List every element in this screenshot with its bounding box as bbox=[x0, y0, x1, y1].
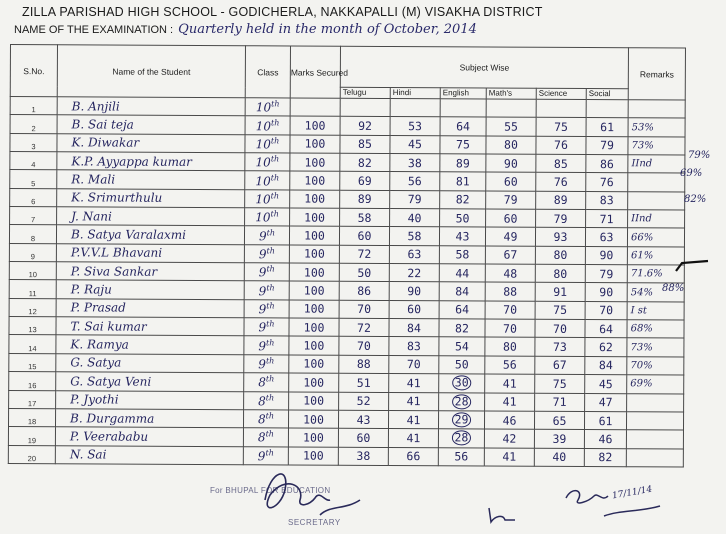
remark bbox=[628, 173, 685, 192]
mark-telugu: 58 bbox=[340, 208, 390, 227]
mark-english bbox=[439, 374, 485, 393]
row-sno: 2 bbox=[10, 115, 57, 134]
mark-telugu: 70 bbox=[339, 337, 389, 356]
class-number: 8 bbox=[258, 393, 266, 409]
student-class: 10th bbox=[245, 208, 290, 227]
mark-science: 67 bbox=[535, 356, 585, 375]
signature-date: 17/11/14 bbox=[611, 484, 653, 502]
mark-social: 84 bbox=[585, 356, 627, 375]
class-number: 9 bbox=[258, 228, 267, 243]
max-marks: 100 bbox=[290, 208, 340, 227]
student-class: 10th bbox=[245, 98, 290, 117]
mark-hindi: 41 bbox=[388, 410, 438, 429]
col-class: Class bbox=[245, 46, 290, 98]
remark: IInd bbox=[628, 155, 685, 174]
mark-social: 71 bbox=[586, 210, 628, 229]
col-social: Social bbox=[586, 89, 628, 100]
mark-english: 54 bbox=[439, 337, 485, 356]
class-number: 10 bbox=[255, 118, 272, 133]
max-marks: 100 bbox=[289, 336, 339, 355]
mark-hindi: 41 bbox=[388, 429, 438, 448]
mark-maths: 80 bbox=[485, 337, 535, 356]
col-english: English bbox=[440, 88, 486, 99]
school-title: ZILLA PARISHAD HIGH SCHOOL - GODICHERLA, NAKKAPALLI (M) VISAKHA DISTRICT bbox=[22, 5, 543, 19]
mark-english: 64 bbox=[439, 301, 485, 320]
row-sno: 3 bbox=[10, 133, 57, 152]
row-sno: 17 bbox=[9, 390, 56, 409]
row-sno: 8 bbox=[9, 225, 56, 244]
mark-telugu: 88 bbox=[339, 355, 389, 374]
mark-social: 63 bbox=[585, 228, 627, 247]
mark-english: 75 bbox=[440, 135, 486, 154]
row-sno: 13 bbox=[9, 317, 56, 336]
max-marks: 100 bbox=[289, 391, 339, 410]
mark-maths: 41 bbox=[484, 448, 534, 467]
row-sno: 18 bbox=[8, 408, 55, 427]
mark-english: 82 bbox=[440, 190, 486, 209]
mark-hindi: 79 bbox=[390, 190, 440, 209]
margin-note: 69% bbox=[680, 168, 703, 179]
row-sno: 4 bbox=[10, 152, 57, 171]
class-number: 9 bbox=[257, 449, 266, 464]
mark-english bbox=[440, 99, 486, 118]
circled-mark: 28 bbox=[452, 394, 472, 409]
mark-science: 91 bbox=[535, 283, 585, 302]
student-name: R. Mali bbox=[57, 170, 245, 189]
mark-maths: 60 bbox=[486, 172, 536, 191]
student-class: 8th bbox=[243, 428, 288, 447]
max-marks: 100 bbox=[288, 428, 338, 447]
mark-social: 90 bbox=[585, 283, 627, 302]
student-name: K.P. Ayyappa kumar bbox=[57, 152, 245, 171]
mark-social: 70 bbox=[585, 301, 627, 320]
mark-telugu: 60 bbox=[338, 428, 388, 447]
max-marks: 100 bbox=[289, 281, 339, 300]
max-marks: 100 bbox=[289, 355, 339, 374]
class-number: 10 bbox=[255, 137, 271, 152]
row-sno: 9 bbox=[9, 243, 56, 262]
mark-hindi: 70 bbox=[389, 355, 439, 374]
col-remarks: Remarks bbox=[628, 48, 685, 100]
max-marks: 100 bbox=[289, 318, 339, 337]
mark-science: 75 bbox=[535, 374, 585, 393]
stamp-top-text: For BHUPAL FOR EDUCATION bbox=[210, 486, 331, 495]
student-class: 10th bbox=[245, 171, 290, 190]
mark-english: 82 bbox=[439, 319, 485, 338]
col-sno: S.No. bbox=[10, 45, 57, 97]
mark-telugu: 38 bbox=[338, 447, 388, 466]
remark: I st bbox=[627, 302, 684, 321]
mark-telugu: 82 bbox=[340, 153, 390, 172]
student-name: P. Prasad bbox=[56, 299, 244, 318]
stamp-bottom-text: SECRETARY bbox=[288, 518, 341, 527]
exam-value: Quarterly held in the month of October, 2014 bbox=[178, 22, 477, 37]
mark-hindi: 38 bbox=[390, 154, 440, 173]
circled-mark: 28 bbox=[451, 431, 471, 446]
student-class: 9th bbox=[244, 263, 289, 282]
col-maths: Math's bbox=[486, 88, 536, 99]
mark-telugu bbox=[340, 98, 390, 117]
mark-english bbox=[438, 411, 484, 430]
mark-social: 79 bbox=[585, 265, 627, 284]
class-number: 9 bbox=[258, 320, 267, 335]
remark: 70% bbox=[627, 357, 684, 376]
mark-telugu: 52 bbox=[339, 392, 389, 411]
signature-headmaster bbox=[560, 480, 670, 530]
mark-telugu: 72 bbox=[339, 245, 389, 264]
class-number: 9 bbox=[258, 302, 267, 317]
student-class: 8th bbox=[244, 373, 289, 392]
mark-social: 47 bbox=[585, 393, 627, 412]
student-name: G. Satya bbox=[56, 354, 244, 373]
mark-english: 84 bbox=[439, 282, 485, 301]
mark-maths: 56 bbox=[485, 356, 535, 375]
mark-science: 89 bbox=[536, 191, 586, 210]
class-number: 9 bbox=[258, 265, 267, 280]
mark-hindi: 84 bbox=[389, 319, 439, 338]
remark bbox=[627, 412, 684, 431]
mark-english bbox=[439, 392, 485, 411]
remark bbox=[627, 393, 684, 412]
mark-telugu: 92 bbox=[340, 117, 390, 136]
row-sno: 20 bbox=[8, 445, 55, 464]
max-marks: 100 bbox=[290, 153, 340, 172]
student-class: 10th bbox=[245, 153, 290, 172]
mark-social bbox=[586, 100, 628, 119]
exam-line bbox=[14, 22, 674, 37]
row-sno: 11 bbox=[9, 280, 56, 299]
mark-hindi: 66 bbox=[388, 447, 438, 466]
max-marks: 100 bbox=[289, 226, 339, 245]
check-arrow-mark bbox=[672, 257, 712, 277]
col-marks: Marks Secured bbox=[290, 46, 340, 98]
mark-hindi: 63 bbox=[389, 245, 439, 264]
remark: IInd bbox=[628, 210, 685, 229]
mark-maths: 46 bbox=[484, 411, 534, 430]
remark bbox=[626, 430, 683, 449]
max-marks: 100 bbox=[290, 171, 340, 190]
row-sno: 15 bbox=[9, 353, 56, 372]
student-class: 9th bbox=[244, 318, 289, 337]
student-name: G. Satya Veni bbox=[56, 372, 244, 391]
mark-maths: 70 bbox=[485, 301, 535, 320]
mark-maths: 79 bbox=[486, 191, 536, 210]
max-marks: 100 bbox=[289, 245, 339, 264]
class-number: 10 bbox=[255, 155, 271, 170]
mark-hindi: 90 bbox=[389, 282, 439, 301]
mark-science: 80 bbox=[535, 264, 585, 283]
mark-science: 75 bbox=[535, 301, 585, 320]
class-number: 9 bbox=[258, 338, 267, 353]
max-marks bbox=[290, 98, 340, 117]
mark-science: 39 bbox=[534, 429, 584, 448]
class-number: 10 bbox=[255, 173, 271, 188]
remark: 54% bbox=[627, 283, 684, 302]
class-number: 9 bbox=[258, 247, 267, 262]
mark-telugu: 60 bbox=[339, 227, 389, 246]
mark-hindi: 83 bbox=[389, 337, 439, 356]
signature-initials bbox=[485, 500, 525, 528]
col-name: Name of the Student bbox=[57, 45, 245, 98]
mark-hindi: 58 bbox=[389, 227, 439, 246]
remark: 69% bbox=[627, 375, 684, 394]
class-number: 10 bbox=[255, 100, 272, 115]
mark-maths: 60 bbox=[486, 209, 536, 228]
remark bbox=[628, 100, 685, 119]
max-marks: 100 bbox=[290, 190, 340, 209]
mark-maths: 42 bbox=[484, 429, 534, 448]
marks-table bbox=[8, 44, 686, 468]
row-sno: 14 bbox=[9, 335, 56, 354]
class-number: 8 bbox=[257, 430, 266, 445]
mark-telugu: 50 bbox=[339, 263, 389, 282]
mark-english: 89 bbox=[440, 154, 486, 173]
margin-note: 82% bbox=[684, 194, 707, 205]
class-number: 8 bbox=[258, 375, 266, 390]
mark-english: 81 bbox=[440, 172, 486, 191]
mark-hindi: 53 bbox=[390, 117, 440, 136]
mark-english: 56 bbox=[438, 447, 484, 466]
mark-telugu: 43 bbox=[338, 410, 388, 429]
student-class: 9th bbox=[244, 226, 289, 245]
student-class: 9th bbox=[244, 336, 289, 355]
row-sno: 5 bbox=[10, 170, 57, 189]
row-sno: 6 bbox=[10, 188, 57, 207]
mark-maths: 41 bbox=[485, 392, 535, 411]
row-sno: 10 bbox=[9, 262, 56, 281]
student-class: 9th bbox=[244, 300, 289, 319]
mark-maths: 49 bbox=[485, 227, 535, 246]
mark-english: 58 bbox=[439, 246, 485, 265]
mark-english bbox=[438, 429, 484, 448]
class-number: 10 bbox=[255, 192, 271, 207]
mark-telugu: 86 bbox=[339, 282, 389, 301]
student-name: P.V.V.L Bhavani bbox=[56, 243, 244, 262]
row-sno: 19 bbox=[8, 427, 55, 446]
mark-hindi: 41 bbox=[389, 392, 439, 411]
signature-secretary bbox=[250, 460, 380, 530]
mark-hindi: 22 bbox=[389, 264, 439, 283]
class-number: 8 bbox=[257, 412, 266, 427]
student-class: 9th bbox=[244, 244, 289, 263]
student-name: T. Sai kumar bbox=[56, 317, 244, 336]
student-class: 10th bbox=[245, 134, 290, 153]
mark-science: 85 bbox=[536, 154, 586, 173]
student-name: J. Nani bbox=[57, 207, 245, 226]
mark-science: 73 bbox=[535, 338, 585, 357]
col-hindi: Hindi bbox=[390, 87, 440, 98]
mark-maths: 55 bbox=[486, 117, 536, 136]
mark-science: 80 bbox=[535, 246, 585, 265]
max-marks: 100 bbox=[289, 373, 339, 392]
max-marks: 100 bbox=[289, 300, 339, 319]
mark-science: 70 bbox=[535, 319, 585, 338]
mark-english: 50 bbox=[439, 356, 485, 375]
row-sno: 1 bbox=[10, 97, 57, 116]
student-rows bbox=[8, 97, 685, 468]
student-name: P. Veerababu bbox=[55, 427, 243, 446]
student-class: 10th bbox=[245, 116, 290, 135]
student-name: K. Diwakar bbox=[57, 133, 245, 152]
mark-english: 50 bbox=[440, 209, 486, 228]
mark-hindi bbox=[390, 98, 440, 117]
col-science: Science bbox=[536, 88, 586, 99]
max-marks: 100 bbox=[288, 410, 338, 429]
student-class: 9th bbox=[244, 355, 289, 374]
mark-science: 76 bbox=[536, 173, 586, 192]
mark-telugu: 51 bbox=[339, 373, 389, 392]
max-marks: 100 bbox=[290, 135, 340, 154]
mark-maths: 70 bbox=[485, 319, 535, 338]
mark-hindi: 60 bbox=[389, 300, 439, 319]
student-name: P. Raju bbox=[56, 280, 244, 299]
student-name: B. Satya Varalaxmi bbox=[56, 225, 244, 244]
mark-maths: 67 bbox=[485, 246, 535, 265]
mark-social: 62 bbox=[585, 338, 627, 357]
mark-hindi: 40 bbox=[390, 209, 440, 228]
student-name: P. Jyothi bbox=[56, 390, 244, 409]
student-class: 10th bbox=[245, 189, 290, 208]
max-marks: 100 bbox=[290, 116, 340, 135]
mark-maths: 90 bbox=[486, 154, 536, 173]
col-telugu: Telugu bbox=[340, 87, 390, 98]
mark-english: 64 bbox=[440, 117, 486, 136]
mark-social: 61 bbox=[586, 118, 628, 137]
mark-science: 79 bbox=[536, 209, 586, 228]
mark-social: 61 bbox=[584, 411, 626, 430]
exam-label: NAME OF THE EXAMINATION : bbox=[14, 24, 174, 36]
remark: 73% bbox=[627, 338, 684, 357]
remark: 73% bbox=[628, 136, 685, 155]
mark-maths bbox=[486, 99, 536, 118]
row-sno: 7 bbox=[10, 207, 57, 226]
mark-hindi: 41 bbox=[389, 374, 439, 393]
mark-social: 82 bbox=[584, 448, 626, 467]
remark: 53% bbox=[628, 118, 685, 137]
mark-telugu: 89 bbox=[340, 190, 390, 209]
student-class: 8th bbox=[243, 410, 288, 429]
student-class: 8th bbox=[244, 391, 289, 410]
margin-note: 88% bbox=[662, 283, 685, 294]
mark-social: 45 bbox=[585, 375, 627, 394]
mark-social: 86 bbox=[586, 155, 628, 174]
mark-science: 40 bbox=[534, 448, 584, 467]
student-name: K. Srimurthulu bbox=[57, 188, 245, 207]
remark: 66% bbox=[628, 228, 685, 247]
student-class: 9th bbox=[244, 281, 289, 300]
mark-maths: 48 bbox=[485, 264, 535, 283]
mark-telugu: 85 bbox=[340, 135, 390, 154]
student-class: 9th bbox=[243, 446, 288, 465]
student-name: B. Anjili bbox=[57, 97, 245, 116]
row-sno: 12 bbox=[9, 298, 56, 317]
mark-science: 71 bbox=[535, 393, 585, 412]
mark-social: 46 bbox=[584, 430, 626, 449]
mark-telugu: 72 bbox=[339, 318, 389, 337]
student-name: N. Sai bbox=[55, 445, 243, 464]
class-number: 9 bbox=[258, 283, 267, 298]
student-name: K. Ramya bbox=[56, 335, 244, 354]
mark-maths: 80 bbox=[486, 136, 536, 155]
max-marks: 100 bbox=[288, 446, 338, 465]
mark-science: 76 bbox=[536, 136, 586, 155]
student-name: B. Sai teja bbox=[57, 115, 245, 134]
remark: 61% bbox=[627, 246, 684, 265]
mark-science: 75 bbox=[536, 118, 586, 137]
margin-note: 79% bbox=[688, 150, 711, 161]
mark-science: 65 bbox=[534, 411, 584, 430]
remark bbox=[626, 448, 683, 467]
mark-social: 83 bbox=[586, 191, 628, 210]
mark-social: 79 bbox=[586, 136, 628, 155]
mark-telugu: 69 bbox=[340, 172, 390, 191]
mark-science: 93 bbox=[535, 228, 585, 247]
mark-hindi: 45 bbox=[390, 135, 440, 154]
col-subject-wise: Subject Wise bbox=[340, 46, 628, 89]
max-marks: 100 bbox=[289, 263, 339, 282]
mark-hindi: 56 bbox=[390, 172, 440, 191]
remark bbox=[628, 191, 685, 210]
mark-social: 76 bbox=[586, 173, 628, 192]
mark-english: 43 bbox=[439, 227, 485, 246]
class-number: 10 bbox=[255, 210, 271, 225]
mark-science bbox=[536, 99, 586, 118]
mark-english: 44 bbox=[439, 264, 485, 283]
circled-mark: 29 bbox=[452, 412, 472, 427]
mark-maths: 88 bbox=[485, 282, 535, 301]
remark: 71.6% bbox=[627, 265, 684, 284]
mark-social: 90 bbox=[585, 246, 627, 265]
student-name: P. Siva Sankar bbox=[56, 262, 244, 281]
mark-social: 64 bbox=[585, 320, 627, 339]
mark-maths: 41 bbox=[485, 374, 535, 393]
student-name: B. Durgamma bbox=[55, 409, 243, 428]
row-sno: 16 bbox=[9, 372, 56, 391]
mark-telugu: 70 bbox=[339, 300, 389, 319]
class-number: 9 bbox=[258, 357, 266, 372]
circled-mark: 30 bbox=[452, 376, 472, 391]
remark: 68% bbox=[627, 320, 684, 339]
